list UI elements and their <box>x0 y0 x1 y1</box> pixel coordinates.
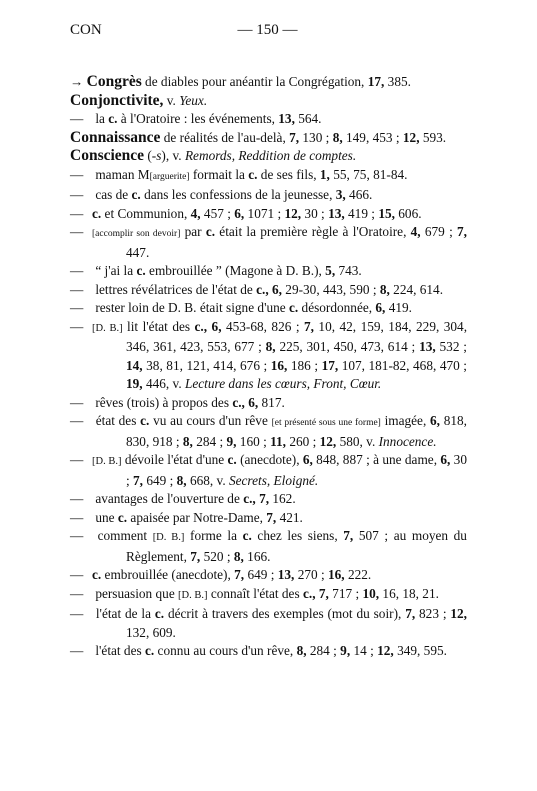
index-subentry: — l'état des c. connu au cours d'un rêve, 8, 284 ; 9, 14 ; 12, 349, 595. <box>70 643 447 658</box>
index-subentry: — l'état de la c. décrit à travers des exemples (mot du soir), 7, 823 ; 12, 132, 609. <box>70 606 467 640</box>
index-entry-conscience: Conscience (-s), v. Remords, Reddition de comptes. <box>70 147 357 164</box>
index-subentry: — c. et Communion, 4, 457 ; 6, 1071 ; 12, 30 ; 13, 419 ; 15, 606. <box>70 205 422 221</box>
cross-reference: Innocence. <box>378 433 437 449</box>
index-entry-conjonctivite: Conjonctivite, v. Yeux. <box>70 91 208 109</box>
index-subentry: — rester loin de D. B. était signe d'une c. désordonnée, 6, 419. <box>70 300 412 315</box>
header-letters: CON <box>70 22 102 38</box>
index-entry-congres: → Congrès de diables pour anéantir la Congrégation, 17, 385. <box>70 73 411 90</box>
index-subentry: — lettres révélatrices de l'état de c., 6, 29-30, 443, 590 ; 8, 224, 614. <box>70 281 444 297</box>
index-subentry: — [D. B.] lit l'état des c., 6, 453-68, 826 ; 7, 10, 42, 159, 184, 229, 304, 346, 361, 423, 553, 677 ; 8, 225, 301, 450, 473, 614 ; 13, 532 ; 14, 38, 81, 121, 414, 676 ; 16, 186 ; 17, 107, 181-82, 468, 470 ; 19, 446, v. Lecture dans les cœurs, Front, Cœur. <box>70 318 468 391</box>
index-subentry: — état des c. vu au cours d'un rêve [et présenté sous une forme] imagée, 6, 818, 830, 918 ; 8, 284 ; 9, 160 ; 11, 260 ; 12, 580, v. Innocence. <box>70 413 467 449</box>
headword: Conjonctivite, <box>70 91 164 109</box>
index-subentry: — la c. à l'Oratoire : les événements, 13, 564. <box>70 111 322 126</box>
cross-reference: Yeux. <box>179 92 208 108</box>
index-subentry: — une c. apaisée par Notre-Dame, 7, 421. <box>70 509 303 525</box>
index-subentry: — [accomplir son devoir] par c. était la première règle à l'Oratoire, 4, 679 ; 7, 447. <box>70 224 467 260</box>
index-subentry: — persuasion que [D. B.] connaît l'état des c., 7, 717 ; 10, 16, 18, 21. <box>70 585 439 601</box>
cross-reference: Secrets, Eloigné. <box>228 472 319 488</box>
cross-reference: Remords, Reddition de comptes. <box>184 148 357 163</box>
index-entry-connaissance: Connaissance de réalités de l'au-delà, 7, 130 ; 8, 149, 453 ; 12, 593. <box>70 128 447 146</box>
headword: Conscience <box>70 147 145 164</box>
running-header <box>70 22 465 44</box>
headword: Connaissance <box>70 128 161 146</box>
index-entries <box>70 73 467 661</box>
index-subentry: — maman M[arguerite] formait la c. de ses fils, 1, 55, 75, 81-84. <box>70 166 408 182</box>
index-subentry: — avantages de l'ouverture de c., 7, 162. <box>70 491 296 506</box>
index-subentry: — “ j'ai la c. embrouillée ” (Magone à D. B.), 5, 743. <box>70 263 362 278</box>
headword: Congrès <box>86 73 142 90</box>
cross-reference: Lecture dans les cœurs, Front, Cœur. <box>184 376 382 391</box>
index-subentry: — comment [D. B.] forme la c. chez les siens, 7, 507 ; au moyen du Règlement, 7, 520 ; 8, 166. <box>70 528 467 564</box>
index-subentry: — [D. B.] dévoile l'état d'une c. (anecdote), 6, 848, 887 ; à une dame, 6, 30 ; 7, 649 ; 8, 668, v. Secrets, Eloigné. <box>70 452 467 488</box>
index-subentry: — cas de c. dans les confessions de la jeunesse, 3, 466. <box>70 187 373 202</box>
index-subentry: — c. embrouillée (anecdote), 7, 649 ; 13, 270 ; 16, 222. <box>70 567 372 582</box>
page-number: — 150 — <box>237 22 298 38</box>
arrow-icon: → <box>70 74 87 89</box>
index-subentry: — rêves (trois) à propos des c., 6, 817. <box>70 394 285 410</box>
